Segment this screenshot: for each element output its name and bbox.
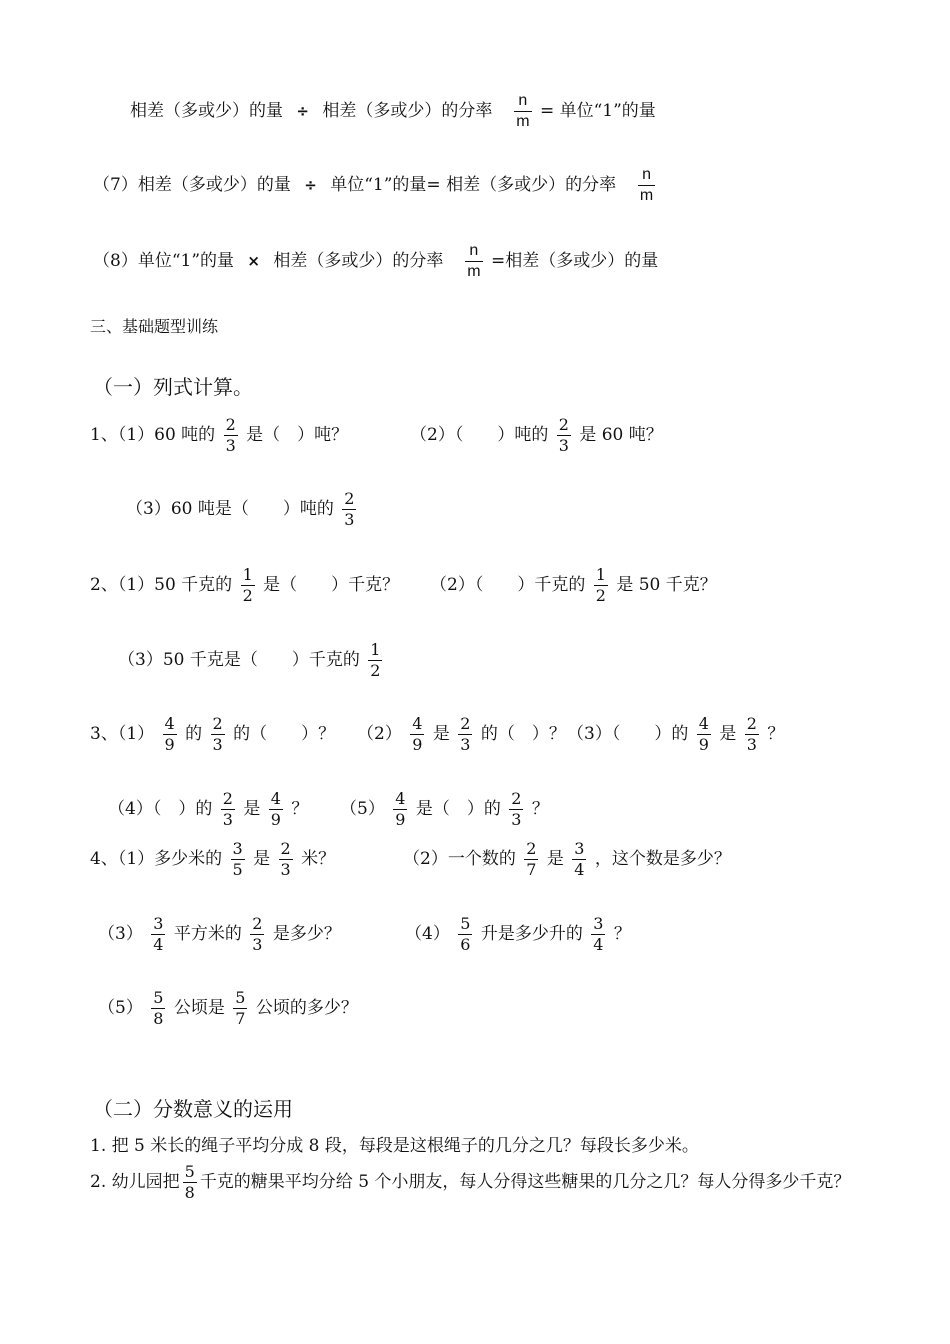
fraction: $\frac{5}{8}$ — [184, 1162, 195, 1202]
fraction: $\frac{2}{3}$ — [212, 714, 223, 754]
fraction: $\frac{1}{2}$ — [595, 565, 606, 605]
part2-problem-2: 2. 幼儿园把 $\frac{5}{8}$ 千克的糖果平均分给 5 个小朋友，每人分得这些糖果的几分之几？每人分得多少千克？ — [90, 1162, 851, 1202]
fraction: $\frac{2}{3}$ — [222, 789, 233, 829]
q3-a: 3、（1） $\frac{4}{9}$ 的 $\frac{2}{3}$ 的（ ）？ — [90, 714, 336, 754]
q3-d: （4）（ ）的 $\frac{2}{3}$ 是 $\frac{4}{9}$ ？ — [108, 789, 309, 829]
q1-row1-b: （2）（ ）吨的 $\frac{2}{3}$ 是 60 吨？ — [410, 415, 663, 455]
fraction: $\frac{5}{7}$ — [235, 988, 246, 1028]
part2-heading: （二）分数意义的运用 — [93, 1096, 293, 1121]
q4-b: （2）一个数的 $\frac{2}{7}$ 是 $\frac{3}{4}$ ，这个数是多少？ — [403, 839, 731, 879]
fraction: $\frac{3}{5}$ — [232, 839, 243, 879]
q3-c: （3）（ ）的 $\frac{4}{9}$ 是 $\frac{2}{3}$ ？ — [567, 714, 785, 754]
fraction: $\frac{2}{3}$ — [511, 789, 522, 829]
fraction: $\frac{n}{m}$ — [516, 92, 530, 130]
fraction: $\frac{3}{4}$ — [153, 914, 164, 954]
fraction: $\frac{2}{3}$ — [746, 714, 757, 754]
part1-heading: （一）列式计算。 — [93, 374, 253, 399]
fraction: $\frac{1}{2}$ — [370, 640, 381, 680]
fraction: $\frac{2}{3}$ — [252, 914, 263, 954]
fraction: $\frac{2}{3}$ — [344, 489, 355, 529]
fraction: $\frac{n}{m}$ — [639, 166, 654, 204]
multiply-icon: × — [247, 252, 260, 270]
q2-row2: （3）50 千克是（ ）千克的 $\frac{1}{2}$ — [118, 640, 381, 680]
formula-6-right: 相差（多或少）的分率 — [322, 101, 493, 121]
fraction: $\frac{4}{9}$ — [412, 714, 423, 754]
q4-e: （5） $\frac{5}{8}$ 公顷是 $\frac{5}{7}$ 公顷的多少？ — [98, 988, 358, 1028]
q1-row2: （3）60 吨是（ ）吨的 $\frac{2}{3}$ — [126, 489, 355, 529]
formula-6 — [130, 92, 656, 131]
part2-problem-1: 1. 把 5 米长的绳子平均分成 8 段，每段是这根绳子的几分之几？每段长多少米。 — [90, 1136, 699, 1156]
q4-a: 4、（1）多少米的 $\frac{3}{5}$ 是 $\frac{2}{3}$ 米？ — [90, 839, 336, 879]
fraction: $\frac{4}{9}$ — [164, 714, 175, 754]
fraction: $\frac{2}{3}$ — [280, 839, 291, 879]
q1-row1: 1、（1）60 吨的 $\frac{2}{3}$ 是（ ）吨？ — [90, 415, 349, 455]
q4-d: （4） $\frac{5}{6}$ 升是多少升的 $\frac{3}{4}$ ？ — [405, 914, 631, 954]
fraction: $\frac{2}{3}$ — [558, 415, 569, 455]
fraction: $\frac{5}{8}$ — [153, 988, 164, 1028]
formula-8 — [93, 242, 658, 281]
section-title: 三、基础题型训练 — [90, 316, 219, 336]
formula-6-left: 相差（多或少）的量 — [130, 101, 283, 121]
fraction: $\frac{2}{7}$ — [526, 839, 537, 879]
q3-b: （2） $\frac{4}{9}$ 是 $\frac{2}{3}$ 的（ ）？ — [357, 714, 566, 754]
divide-icon: ÷ — [304, 176, 317, 194]
fraction: $\frac{3}{4}$ — [593, 914, 604, 954]
fraction: $\frac{3}{4}$ — [574, 839, 585, 879]
fraction: $\frac{n}{m}$ — [467, 242, 481, 280]
fraction: $\frac{2}{3}$ — [225, 415, 236, 455]
fraction: $\frac{5}{6}$ — [460, 914, 471, 954]
q4-c: （3） $\frac{3}{4}$ 平方米的 $\frac{2}{3}$ 是多少？ — [98, 914, 341, 954]
formula-7-mid: 单位“1”的量= 相差（多或少）的分率 — [330, 175, 617, 195]
fraction: $\frac{4}{9}$ — [395, 789, 406, 829]
q2-row1-b: （2）（ ）千克的 $\frac{1}{2}$ 是 50 千克？ — [430, 565, 717, 605]
q3-e: （5） $\frac{4}{9}$ 是（ ）的 $\frac{2}{3}$ ？ — [340, 789, 549, 829]
formula-7 — [93, 166, 658, 205]
fraction: $\frac{4}{9}$ — [270, 789, 281, 829]
fraction: $\frac{2}{3}$ — [460, 714, 471, 754]
fraction: $\frac{1}{2}$ — [242, 565, 253, 605]
formula-8-left: （8）单位“1”的量 — [93, 251, 235, 271]
divide-icon: ÷ — [296, 102, 309, 120]
formula-8-result: =相差（多或少）的量 — [490, 251, 659, 271]
formula-6-result: = 单位“1”的量 — [539, 101, 656, 121]
formula-8-mid: 相差（多或少）的分率 — [273, 251, 444, 271]
q2-row1: 2、（1）50 千克的 $\frac{1}{2}$ 是（ ）千克？ — [90, 565, 400, 605]
formula-7-left: （7）相差（多或少）的量 — [93, 175, 291, 195]
fraction: $\frac{4}{9}$ — [698, 714, 709, 754]
